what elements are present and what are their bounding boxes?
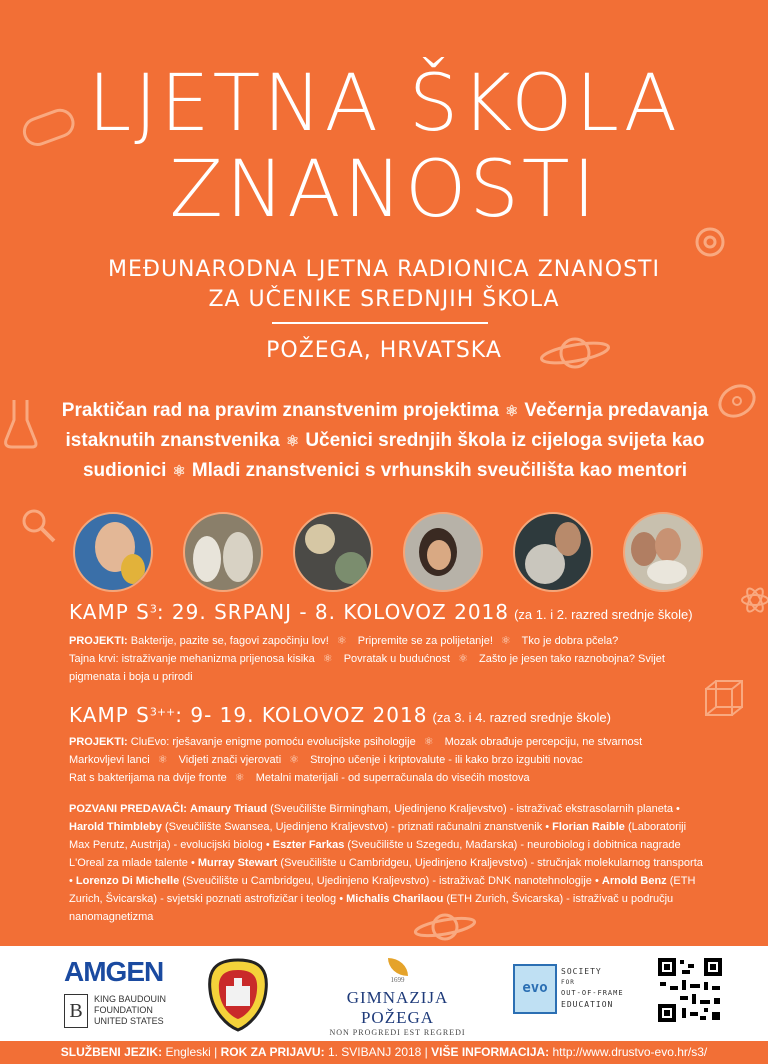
- title-line-1: LJETNA ŠKOLA: [87, 59, 681, 149]
- meat-molecule-icon: [712, 376, 762, 426]
- photo-strip: [0, 512, 768, 592]
- camp-2-projects: PROJEKTI: CluEvo: rješavanje enigme pomoću evolucijske psihologije ⚛ Mozak obrađuje percepciju, ne stvarnost Markovljevi lanci ⚛ Vidjeti znači vjerovati ⚛ Strojno učenje i kriptovalute - ili kako brzo izgubiti novac Rat s bakterijama na dvije fronte ⚛ Metalni materijali - od superračunala do visećih mostova: [69, 736, 643, 784]
- feature-1: Praktičan rad na pravim znanstvenim projektima: [61, 400, 499, 421]
- kbf-emblem-icon: B: [64, 994, 88, 1028]
- amgen-logo: AMGEN: [64, 956, 164, 987]
- feature-4: Mladi znanstvenici s vrhunskih sveučilišta kao mentori: [191, 460, 688, 481]
- footer-bar: SLUŽBENI JEZIK: Engleski | ROK ZA PRIJAVU: 1. SVIBANJ 2018 | VIŠE INFORMACIJA: http://www.drustvo-evo.hr/s3/: [0, 1041, 768, 1064]
- subtitle-line-2: ZA UČENIKE SREDNJIH ŠKOLA: [208, 287, 560, 312]
- pozega-coat-of-arms-icon: [202, 956, 274, 1034]
- atom-separator-icon: ⚛: [285, 433, 300, 450]
- subtitle-line-1: MEĐUNARODNA LJETNA RADIONICA ZNANOSTI: [108, 257, 660, 282]
- atom-separator-icon: ⚛: [172, 463, 186, 480]
- camp-1-heading: KAMP $S^3$: 29. SRPANJ - 8. KOLOVOZ 2018 (za 1. i 2. razred srednje škole): [69, 600, 693, 624]
- photo-students-plates: [623, 512, 703, 592]
- photo-microscope: [513, 512, 593, 592]
- sponsor-logos: AMGEN B KING BAUDOUIN FOUNDATION UNITED STATES 1699 GIMNAZIJA POŽEGA NON PROGREDI EST REGREDI evo SOCIETY FOR OUT-OF-FRAME EDUCATION: [0, 946, 768, 1041]
- flask-icon: [2, 395, 42, 455]
- evo-emblem-icon: evo: [513, 964, 557, 1014]
- photo-lab-equipment: [293, 512, 373, 592]
- feature-2: Večernja predavanja istaknutih znanstvenika: [65, 400, 709, 451]
- location: POŽEGA, HRVATSKA: [266, 338, 502, 363]
- atom-separator-icon: ⚛: [504, 403, 519, 420]
- photo-student-goggles: [403, 512, 483, 592]
- photo-student-pipette: [73, 512, 153, 592]
- feature-3: Učenici srednjih škola iz cijeloga svijeta kao sudionici: [82, 430, 705, 481]
- leaf-icon: [388, 958, 408, 976]
- info-link[interactable]: http://www.drustvo-evo.hr/s3/: [552, 1045, 708, 1059]
- divider: [272, 322, 488, 324]
- features: [55, 396, 715, 486]
- invited-lecturers: POZVANI PREDAVAČI: Amaury Triaud (Sveučilište Birmingham, Ujedinjeno Kraljevstvo) - istraživač ekstrasolarnih planeta • Harold Thimbleby (Sveučilište Swansea, Ujedinjeno Kraljevstvo) - priznati računalni znanstvenik • Florian Raible (Laboratoriji Max Perutz, Austrija) - evolucijski biolog • Eszter Farkas (Sveučilište u Szegedu, Mađarska) - neurobiolog i dobitnica nagrade L'Oreal za mlade talente • Murray Stewart (Sveučilište u Cambridgeu, Ujedinjeno Kraljevstvo) - stručnjak molekularnog transporta • Lorenzo Di Michelle (Sveučilište u Cambridgeu, Ujedinjeno Kraljevstvo) - istraživač DNK nanotehnologije • Arnold Benz (ETH Zurich, Švicarska) - svjetski poznati astrofizičar i teolog • Michalis Charilaou (ETH Zurich, Švicarska) - istraživač u području nanomagnetizma: [69, 803, 703, 923]
- camp-1-projects: PROJEKTI: Bakterije, pazite se, fagovi započinju lov! ⚛ Pripremite se za polijetanje! ⚛ Tko je dobra pčela? Tajna krvi: istraživanje mehanizma prijenosa kisika ⚛ Povratak u budućnost ⚛ Zašto je jesen tako raznobojna? Svijet pigmenata i boja u prirodi: [69, 635, 665, 683]
- title-line-2: ZNANOSTI: [169, 145, 599, 235]
- camp-2-heading: KAMP $S^{3++}$: 9- 19. KOLOVOZ 2018 (za 3. i 4. razred srednje škole): [69, 703, 611, 727]
- photo-lab-group: [183, 512, 263, 592]
- qr-code-icon[interactable]: [656, 956, 724, 1024]
- gimnazija-pozega-logo: 1699 GIMNAZIJA POŽEGA NON PROGREDI EST REGREDI: [315, 958, 480, 1037]
